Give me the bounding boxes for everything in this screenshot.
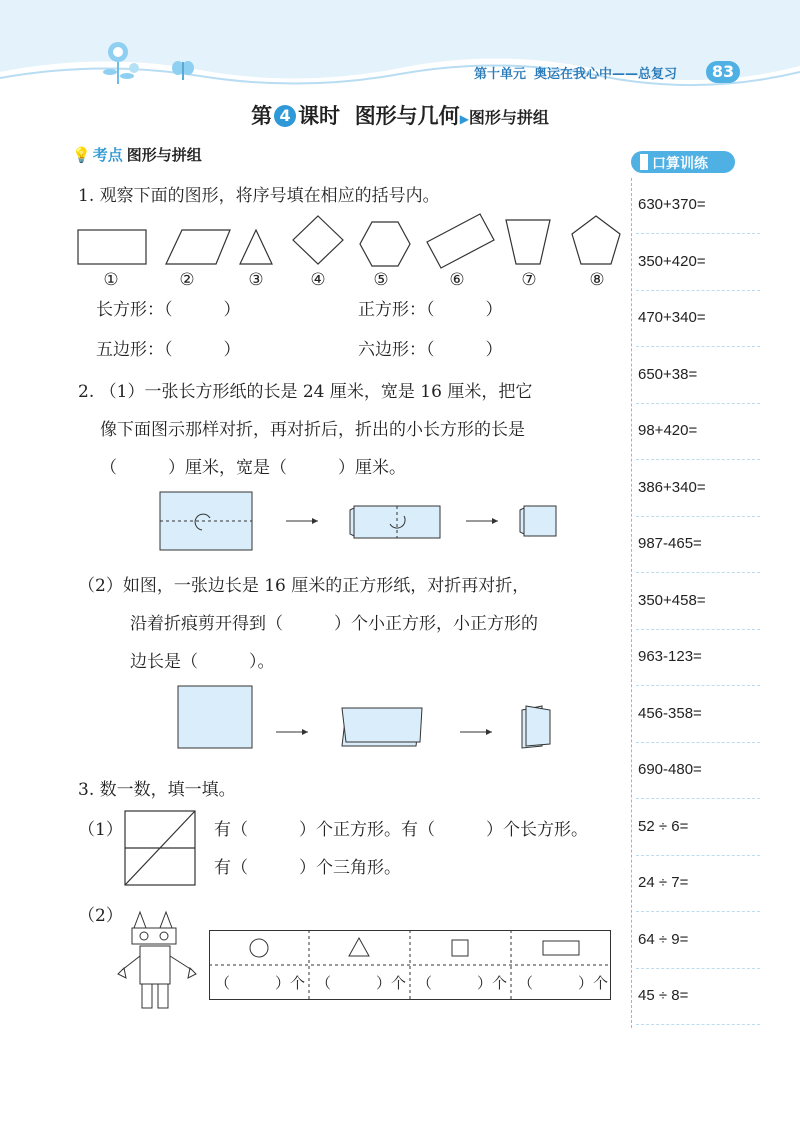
oral-item-6: 386+340= <box>638 479 706 496</box>
q3-p2-label: （2） <box>78 906 123 926</box>
shape-number-3: ③ <box>248 270 264 290</box>
rectangle-icon <box>543 941 579 955</box>
shape-2-parallelogram <box>166 230 230 264</box>
sidebar-separator <box>636 855 760 856</box>
sidebar-separator <box>636 911 760 912</box>
sidebar-separator <box>636 742 760 743</box>
q2-p1-folding-diagram <box>158 488 558 554</box>
shape-number-2: ② <box>179 270 195 290</box>
oral-item-7: 987-465= <box>638 535 702 552</box>
oral-item-10: 456-358= <box>638 705 702 722</box>
q3-stem: 3. 数一数，填一填。 <box>78 780 236 800</box>
table-cell-rectangle[interactable]: （ ）个 <box>518 974 609 992</box>
sidebar-separator <box>636 629 760 630</box>
kaodian-heading <box>72 144 202 165</box>
flower-icon <box>96 38 146 86</box>
sidebar-title-text: 口算训练 <box>652 156 708 172</box>
sidebar-separator <box>636 233 760 234</box>
oral-item-4: 650+38= <box>638 366 698 383</box>
kaodian-label: 考点 <box>92 146 123 164</box>
rectangle-answer[interactable]: 长方形：（ ） <box>96 300 241 320</box>
q2-p2-folding-diagram <box>176 684 576 750</box>
oral-item-1: 630+370= <box>638 196 706 213</box>
oral-item-12: 52 ÷ 6= <box>638 818 689 835</box>
oral-item-13: 24 ÷ 7= <box>638 874 689 891</box>
hexagon-answer[interactable]: 六边形：（ ） <box>358 340 503 360</box>
square-answer[interactable]: 正方形：（ ） <box>358 300 503 320</box>
triangle-icon <box>349 938 369 956</box>
oral-item-3: 470+340= <box>638 309 706 326</box>
lesson-prefix: 第 <box>251 104 273 128</box>
q3-p1-line2[interactable]: 有（ ）个三角形。 <box>214 858 401 878</box>
shape-number-7: ⑦ <box>521 270 537 290</box>
lesson-suffix: 课时 <box>298 104 341 128</box>
shape-7-trapezoid <box>506 220 550 264</box>
lesson-subtopic: 图形与拼组 <box>468 108 549 127</box>
oral-item-8: 350+458= <box>638 592 706 609</box>
sidebar-separator <box>636 403 760 404</box>
lesson-number-badge: 4 <box>274 105 296 127</box>
robot-figure <box>116 910 210 1014</box>
shape-3-triangle <box>240 230 272 264</box>
sidebar-separator <box>636 798 760 799</box>
sidebar-separator <box>636 1024 760 1025</box>
unit-theme: 奥运在我心中——总复习 <box>534 67 678 82</box>
oral-item-14: 64 ÷ 9= <box>638 931 689 948</box>
shape-number-8: ⑧ <box>589 270 605 290</box>
oral-item-2: 350+420= <box>638 253 706 270</box>
q3-p1-figure <box>124 810 198 888</box>
shape-6-tilted-rectangle <box>427 214 494 268</box>
shape-1-rectangle <box>78 230 146 264</box>
unit-title <box>474 63 677 82</box>
q1-shapes <box>70 208 630 270</box>
q2-p2-line1: （2）如图，一张边长是 16 厘米的正方形纸，对折再对折， <box>78 576 530 596</box>
oral-item-5: 98+420= <box>638 422 698 439</box>
count-shapes-table <box>209 930 611 1000</box>
oral-item-9: 963-123= <box>638 648 702 665</box>
q1-stem: 1. 观察下面的图形，将序号填在相应的括号内。 <box>78 186 440 206</box>
lightbulb-icon: 💡 <box>72 146 91 164</box>
shape-number-1: ① <box>103 270 119 290</box>
sidebar-separator <box>636 685 760 686</box>
sidebar-separator <box>636 346 760 347</box>
sidebar-separator <box>636 290 760 291</box>
sidebar-separator <box>636 459 760 460</box>
oral-item-15: 45 ÷ 8= <box>638 987 689 1004</box>
q2-p1-line1: 2. （1）一张长方形纸的长是 24 厘米，宽是 16 厘米，把它 <box>78 382 533 402</box>
sidebar-divider <box>631 178 632 1028</box>
sidebar-separator <box>636 968 760 969</box>
shape-number-5: ⑤ <box>373 270 389 290</box>
butterfly-icon <box>170 60 196 82</box>
unit-label: 第十单元 <box>474 67 527 82</box>
lesson-topic: 图形与几何 <box>354 104 460 128</box>
table-cell-triangle[interactable]: （ ）个 <box>316 974 407 992</box>
lesson-title <box>0 100 800 130</box>
page-number: 83 <box>706 61 740 83</box>
q2-p1-line3[interactable]: （ ）厘米，宽是（ ）厘米。 <box>100 458 406 478</box>
sidebar-separator <box>636 572 760 573</box>
sidebar-separator <box>636 516 760 517</box>
shape-8-pentagon <box>572 216 620 264</box>
shape-number-4: ④ <box>310 270 326 290</box>
circle-icon <box>250 939 268 957</box>
q3-p1-line1[interactable]: 有（ ）个正方形。有（ ）个长方形。 <box>214 820 588 840</box>
q2-p1-line2: 像下面图示那样对折，再对折后，折出的小长方形的长是 <box>100 420 525 440</box>
kaodian-text: 图形与拼组 <box>126 146 202 164</box>
square-icon <box>452 940 468 956</box>
q2-p2-line2[interactable]: 沿着折痕剪开得到（ ）个小正方形，小正方形的 <box>130 614 538 634</box>
shape-5-hexagon <box>360 222 410 266</box>
q2-p2-line3[interactable]: 边长是（ ）。 <box>130 652 275 672</box>
sidebar-title-badge <box>630 148 742 176</box>
table-cell-square[interactable]: （ ）个 <box>417 974 508 992</box>
oral-item-11: 690-480= <box>638 761 702 778</box>
pentagon-answer[interactable]: 五边形：（ ） <box>96 340 241 360</box>
q3-p1-label: （1） <box>78 820 123 840</box>
table-cell-circle[interactable]: （ ）个 <box>215 974 306 992</box>
shape-4-square <box>293 216 343 264</box>
shape-number-6: ⑥ <box>449 270 465 290</box>
triangle-marker-icon: ▶ <box>459 112 469 126</box>
